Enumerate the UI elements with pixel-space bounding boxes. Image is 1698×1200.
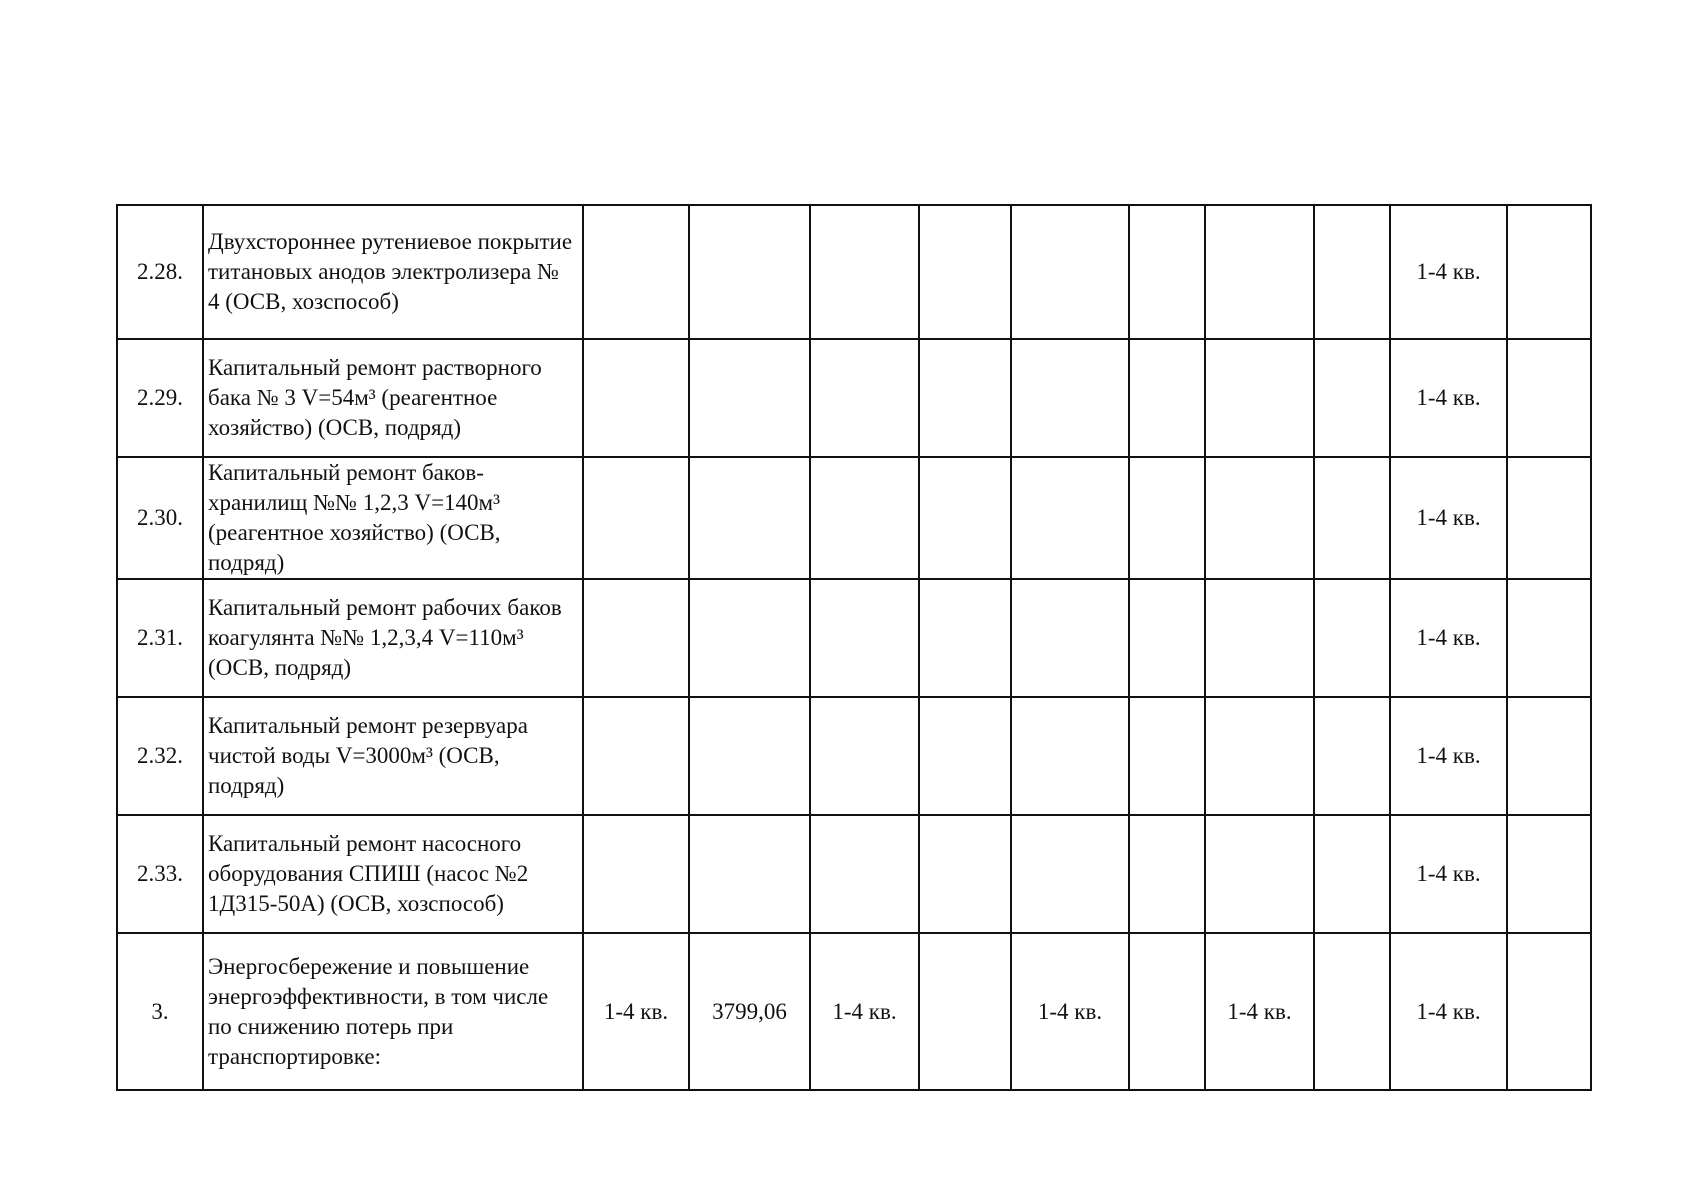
- cell-col-5: 1-4 кв.: [810, 933, 919, 1090]
- cell-col-3: [583, 579, 689, 697]
- table-row: [117, 933, 1591, 1090]
- cell-col-7: [1011, 205, 1129, 339]
- row-number: 2.30.: [117, 457, 203, 579]
- cell-col-7: [1011, 457, 1129, 579]
- cell-col-12: [1507, 205, 1591, 339]
- cell-col-6: [919, 457, 1011, 579]
- cell-col-4: 3799,06: [689, 933, 810, 1090]
- cell-col-9: [1205, 815, 1314, 933]
- cell-col-8: [1129, 933, 1205, 1090]
- cell-col-3: 1-4 кв.: [583, 933, 689, 1090]
- table-row: [117, 697, 1591, 815]
- cell-col-6: [919, 579, 1011, 697]
- cell-col-12: [1507, 697, 1591, 815]
- cell-col-4: [689, 697, 810, 815]
- cell-col-6: [919, 205, 1011, 339]
- cell-col-11: 1-4 кв.: [1390, 933, 1507, 1090]
- cell-col-4: [689, 339, 810, 457]
- row-number: 2.32.: [117, 697, 203, 815]
- cell-col-3: [583, 697, 689, 815]
- row-description: Капитальный ремонт резервуара чистой воды V=3000м³ (ОСВ, подряд): [203, 697, 583, 815]
- table-row: [117, 579, 1591, 697]
- row-number: 2.33.: [117, 815, 203, 933]
- cell-col-9: 1-4 кв.: [1205, 933, 1314, 1090]
- cell-col-10: [1314, 205, 1390, 339]
- cell-col-4: [689, 815, 810, 933]
- cell-col-7: [1011, 579, 1129, 697]
- cell-col-5: [810, 579, 919, 697]
- cell-col-9: [1205, 339, 1314, 457]
- cell-col-7: 1-4 кв.: [1011, 933, 1129, 1090]
- cell-col-5: [810, 339, 919, 457]
- cell-col-7: [1011, 697, 1129, 815]
- cell-col-10: [1314, 933, 1390, 1090]
- row-description: Капитальный ремонт рабочих баков коагулянта №№ 1,2,3,4 V=110м³ (ОСВ, подряд): [203, 579, 583, 697]
- cell-col-4: [689, 579, 810, 697]
- cell-col-8: [1129, 339, 1205, 457]
- cell-col-5: [810, 457, 919, 579]
- cell-col-6: [919, 697, 1011, 815]
- cell-col-12: [1507, 339, 1591, 457]
- row-description: Капитальный ремонт баков-хранилищ №№ 1,2,3 V=140м³ (реагентное хозяйство) (ОСВ, подряд): [203, 457, 583, 579]
- cell-col-8: [1129, 205, 1205, 339]
- cell-col-3: [583, 815, 689, 933]
- cell-col-8: [1129, 815, 1205, 933]
- cell-col-6: [919, 815, 1011, 933]
- cell-col-5: [810, 205, 919, 339]
- row-description: Энергосбережение и повышение энергоэффективности, в том числе по снижению потерь при транспортировке:: [203, 933, 583, 1090]
- cell-col-5: [810, 815, 919, 933]
- cell-col-9: [1205, 579, 1314, 697]
- cell-col-6: [919, 339, 1011, 457]
- cell-col-12: [1507, 815, 1591, 933]
- cell-col-9: [1205, 205, 1314, 339]
- cell-col-9: [1205, 697, 1314, 815]
- cell-col-10: [1314, 815, 1390, 933]
- cell-col-11: 1-4 кв.: [1390, 339, 1507, 457]
- cell-col-7: [1011, 339, 1129, 457]
- cell-col-11: 1-4 кв.: [1390, 579, 1507, 697]
- cell-col-9: [1205, 457, 1314, 579]
- document-table: [116, 204, 1592, 1091]
- cell-col-3: [583, 205, 689, 339]
- table-row: [117, 205, 1591, 339]
- cell-col-3: [583, 457, 689, 579]
- row-description: Капитальный ремонт насосного оборудования СПИШ (насос №2 1Д315-50А) (ОСВ, хозспособ): [203, 815, 583, 933]
- cell-col-5: [810, 697, 919, 815]
- cell-col-10: [1314, 339, 1390, 457]
- cell-col-8: [1129, 579, 1205, 697]
- table-row: [117, 815, 1591, 933]
- cell-col-8: [1129, 457, 1205, 579]
- cell-col-12: [1507, 933, 1591, 1090]
- row-number: 2.28.: [117, 205, 203, 339]
- cell-col-4: [689, 457, 810, 579]
- cell-col-12: [1507, 579, 1591, 697]
- cell-col-7: [1011, 815, 1129, 933]
- cell-col-6: [919, 933, 1011, 1090]
- row-number: 3.: [117, 933, 203, 1090]
- cell-col-11: 1-4 кв.: [1390, 457, 1507, 579]
- cell-col-3: [583, 339, 689, 457]
- table-row: [117, 339, 1591, 457]
- cell-col-8: [1129, 697, 1205, 815]
- row-number: 2.29.: [117, 339, 203, 457]
- row-description: Капитальный ремонт растворного бака № 3 V=54м³ (реагентное хозяйство) (ОСВ, подряд): [203, 339, 583, 457]
- cell-col-10: [1314, 579, 1390, 697]
- cell-col-10: [1314, 457, 1390, 579]
- cell-col-11: 1-4 кв.: [1390, 815, 1507, 933]
- cell-col-10: [1314, 697, 1390, 815]
- cell-col-12: [1507, 457, 1591, 579]
- cell-col-11: 1-4 кв.: [1390, 697, 1507, 815]
- cell-col-4: [689, 205, 810, 339]
- row-description: Двухстороннее рутениевое покрытие титановых анодов электролизера № 4 (ОСВ, хозспособ): [203, 205, 583, 339]
- cell-col-11: 1-4 кв.: [1390, 205, 1507, 339]
- table-row: [117, 457, 1591, 579]
- row-number: 2.31.: [117, 579, 203, 697]
